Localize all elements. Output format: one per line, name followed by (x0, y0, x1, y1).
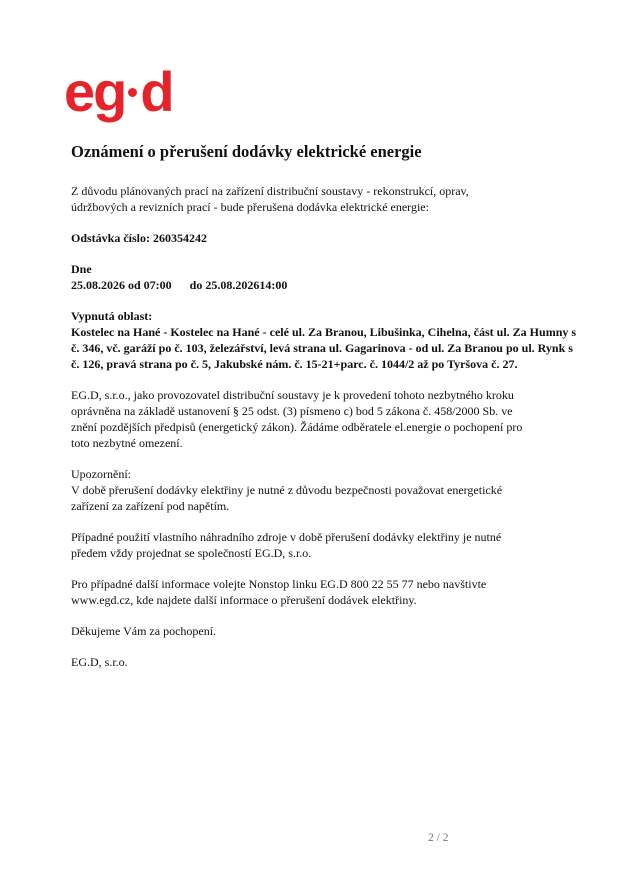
legal-line-2: oprávněna na základě ustanovení § 25 odst. (3) písmeno c) bod 5 zákona č. 458/2000 Sb. ve (71, 404, 513, 418)
page-number: 2 / 2 (428, 832, 449, 844)
date-label: Dne (71, 262, 92, 276)
legal-line-1: EG.D, s.r.o., jako provozovatel distribuční soustavy je k provedení tohoto nezbytného kroku (71, 388, 514, 402)
thanks-text: Děkujeme Vám za pochopení. (71, 624, 217, 638)
legal-line-4: toto nezbytné omezení. (71, 436, 183, 450)
date-range (71, 277, 623, 293)
document-title: Oznámení o přerušení dodávky elektrické energie (71, 142, 422, 161)
intro-line-1: Z důvodu plánovaných prací na zařízení distribuční soustavy - rekonstrukcí, oprav, (71, 184, 469, 198)
warning-line-2: zařízení za zařízení pod napětím. (71, 499, 230, 513)
backup-line-2: předem vždy projednat se společností EG.D, s.r.o. (71, 546, 312, 560)
intro-line-2: údržbových a revizních prací - bude přerušena dodávka elektrické energie: (71, 200, 429, 214)
legal-line-3: znění pozdějších předpisů (energetický zákon). Žádáme odběratele el.energie o pochopení pro (71, 420, 523, 434)
logo-text-eg: eg (64, 60, 126, 123)
logo-dot-icon (128, 88, 137, 97)
area-line-2: č. 346, vč. garáží po č. 103, železářství, levá strana ul. Gagarinova - od ul. Za Branou po ul. Rynk s (71, 341, 573, 355)
warning-line-1: V době přerušení dodávky elektřiny je nutné z důvodu bezpečnosti považovat energetické (71, 483, 503, 497)
info-line-2: www.egd.cz, kde najdete další informace o přerušení dodávek elektřiny. (71, 593, 417, 607)
outage-number: Odstávka číslo: 260354242 (71, 231, 208, 245)
area-line-1: Kostelec na Hané - Kostelec na Hané - celé ul. Za Branou, Libušinka, Cihelna, část ul. Za Humny s (71, 325, 577, 339)
document-body (71, 142, 623, 670)
area-line-3: č. 126, pravá strana po č. 5, Jakubské nám. č. 15-21+parc. č. 1044/2 až po Tyršova č. 27. (71, 357, 518, 371)
logo-text-d: d (140, 60, 173, 123)
backup-line-1: Případné použití vlastního náhradního zdroje v době přerušení dodávky elektřiny je nutné (71, 530, 502, 544)
warning-label: Upozornění: (71, 467, 131, 481)
date-to: do 25.08.202614:00 (189, 278, 288, 292)
egd-logo (64, 62, 173, 122)
area-label: Vypnutá oblast: (71, 309, 153, 323)
info-line-1: Pro případné další informace volejte Nonstop linku EG.D 800 22 55 77 nebo navštivte (71, 577, 487, 591)
signature: EG.D, s.r.o. (71, 655, 128, 669)
date-from: 25.08.2026 od 07:00 (71, 278, 172, 292)
